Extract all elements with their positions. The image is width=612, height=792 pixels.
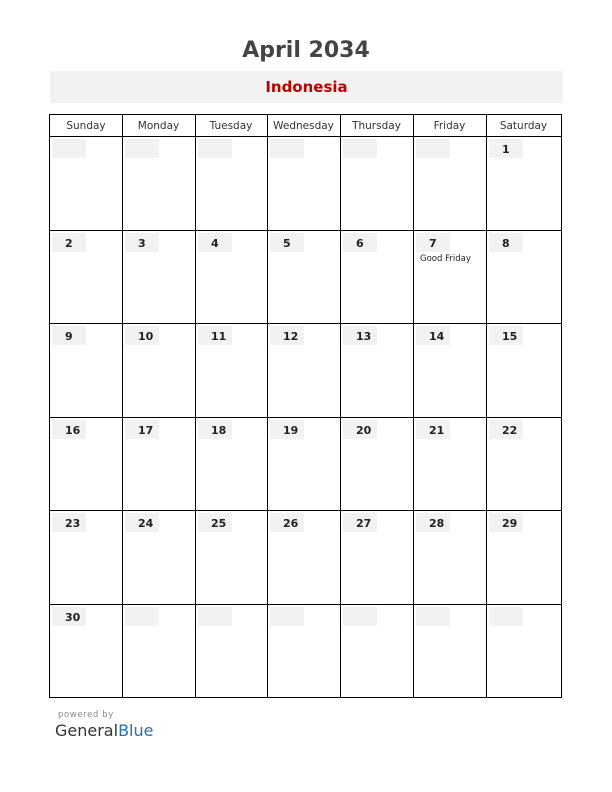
day-cell-1[interactable] [487, 137, 561, 229]
date-number: 29 [489, 513, 523, 532]
weekday-friday: Friday [433, 120, 466, 132]
day-cell-27[interactable] [341, 511, 413, 603]
page-title: April 2034 [242, 38, 370, 63]
date-number: 25 [198, 513, 232, 532]
date-number [489, 607, 523, 626]
day-cell-19[interactable] [268, 418, 340, 510]
empty-day-cell [487, 605, 561, 697]
date-number: 19 [270, 420, 304, 439]
day-cell-15[interactable] [487, 324, 561, 416]
date-number [343, 139, 377, 158]
date-number: 24 [125, 513, 159, 532]
day-cell-10[interactable] [123, 324, 195, 416]
date-number: 4 [198, 233, 232, 252]
day-cell-3[interactable] [123, 231, 195, 323]
date-number [343, 607, 377, 626]
date-number: 8 [489, 233, 523, 252]
date-number: 5 [270, 233, 304, 252]
date-number: 11 [198, 326, 232, 345]
date-number: 30 [52, 607, 86, 626]
day-cell-9[interactable] [50, 324, 121, 416]
date-number: 18 [198, 420, 232, 439]
weekday-sunday: Sunday [66, 120, 106, 132]
date-number: 21 [416, 420, 450, 439]
empty-day-cell [341, 137, 413, 229]
day-cell-2[interactable] [50, 231, 121, 323]
empty-day-cell [196, 605, 267, 697]
generalblue-logo[interactable] [55, 721, 153, 740]
empty-day-cell [50, 137, 121, 229]
date-number [52, 139, 86, 158]
date-number: 6 [343, 233, 377, 252]
day-cell-7[interactable] [414, 231, 486, 323]
date-number: 12 [270, 326, 304, 345]
date-number: 13 [343, 326, 377, 345]
date-number [416, 139, 450, 158]
day-cell-21[interactable] [414, 418, 486, 510]
weekday-monday: Monday [137, 120, 180, 132]
day-cell-5[interactable] [268, 231, 340, 323]
date-number: 28 [416, 513, 450, 532]
date-number [416, 607, 450, 626]
empty-day-cell [123, 605, 195, 697]
day-cell-25[interactable] [196, 511, 267, 603]
day-cell-12[interactable] [268, 324, 340, 416]
date-number: 26 [270, 513, 304, 532]
day-cell-17[interactable] [123, 418, 195, 510]
empty-day-cell [196, 137, 267, 229]
day-cell-28[interactable] [414, 511, 486, 603]
day-cell-29[interactable] [487, 511, 561, 603]
date-number: 9 [52, 326, 86, 345]
empty-day-cell [268, 137, 340, 229]
date-number: 10 [125, 326, 159, 345]
weekday-thursday: Thursday [352, 120, 401, 132]
date-number: 17 [125, 420, 159, 439]
date-number [198, 139, 232, 158]
date-number: 14 [416, 326, 450, 345]
date-number: 20 [343, 420, 377, 439]
day-cell-6[interactable] [341, 231, 413, 323]
weekday-header-row [50, 115, 561, 137]
date-number [270, 139, 304, 158]
date-number [125, 139, 159, 158]
empty-day-cell [123, 137, 195, 229]
date-number [270, 607, 304, 626]
day-cell-23[interactable] [50, 511, 121, 603]
day-cell-18[interactable] [196, 418, 267, 510]
date-number [125, 607, 159, 626]
date-number: 1 [489, 139, 523, 158]
date-number: 15 [489, 326, 523, 345]
day-cell-4[interactable] [196, 231, 267, 323]
month-calendar-grid [49, 114, 562, 698]
empty-day-cell [268, 605, 340, 697]
day-cell-11[interactable] [196, 324, 267, 416]
date-number: 7 [416, 233, 450, 252]
day-cell-22[interactable] [487, 418, 561, 510]
date-number: 22 [489, 420, 523, 439]
day-cell-16[interactable] [50, 418, 121, 510]
day-cell-24[interactable] [123, 511, 195, 603]
date-number: 3 [125, 233, 159, 252]
weekday-saturday: Saturday [499, 120, 548, 132]
powered-by-label: powered by [58, 710, 114, 720]
day-cell-8[interactable] [487, 231, 561, 323]
weekday-tuesday: Tuesday [209, 120, 253, 132]
day-cell-30[interactable] [50, 605, 121, 697]
date-number: 2 [52, 233, 86, 252]
date-number: 16 [52, 420, 86, 439]
date-number: 27 [343, 513, 377, 532]
empty-day-cell [414, 605, 486, 697]
holiday-label: Good Friday [420, 254, 471, 264]
logo-text-general: General [55, 721, 119, 740]
empty-day-cell [414, 137, 486, 229]
date-number: 23 [52, 513, 86, 532]
weekday-wednesday: Wednesday [273, 120, 334, 132]
logo-text-blue: Blue [118, 721, 154, 740]
day-cell-13[interactable] [341, 324, 413, 416]
day-cell-14[interactable] [414, 324, 486, 416]
day-cell-26[interactable] [268, 511, 340, 603]
empty-day-cell [341, 605, 413, 697]
date-number [198, 607, 232, 626]
country-banner: Indonesia [50, 71, 563, 103]
day-cell-20[interactable] [341, 418, 413, 510]
